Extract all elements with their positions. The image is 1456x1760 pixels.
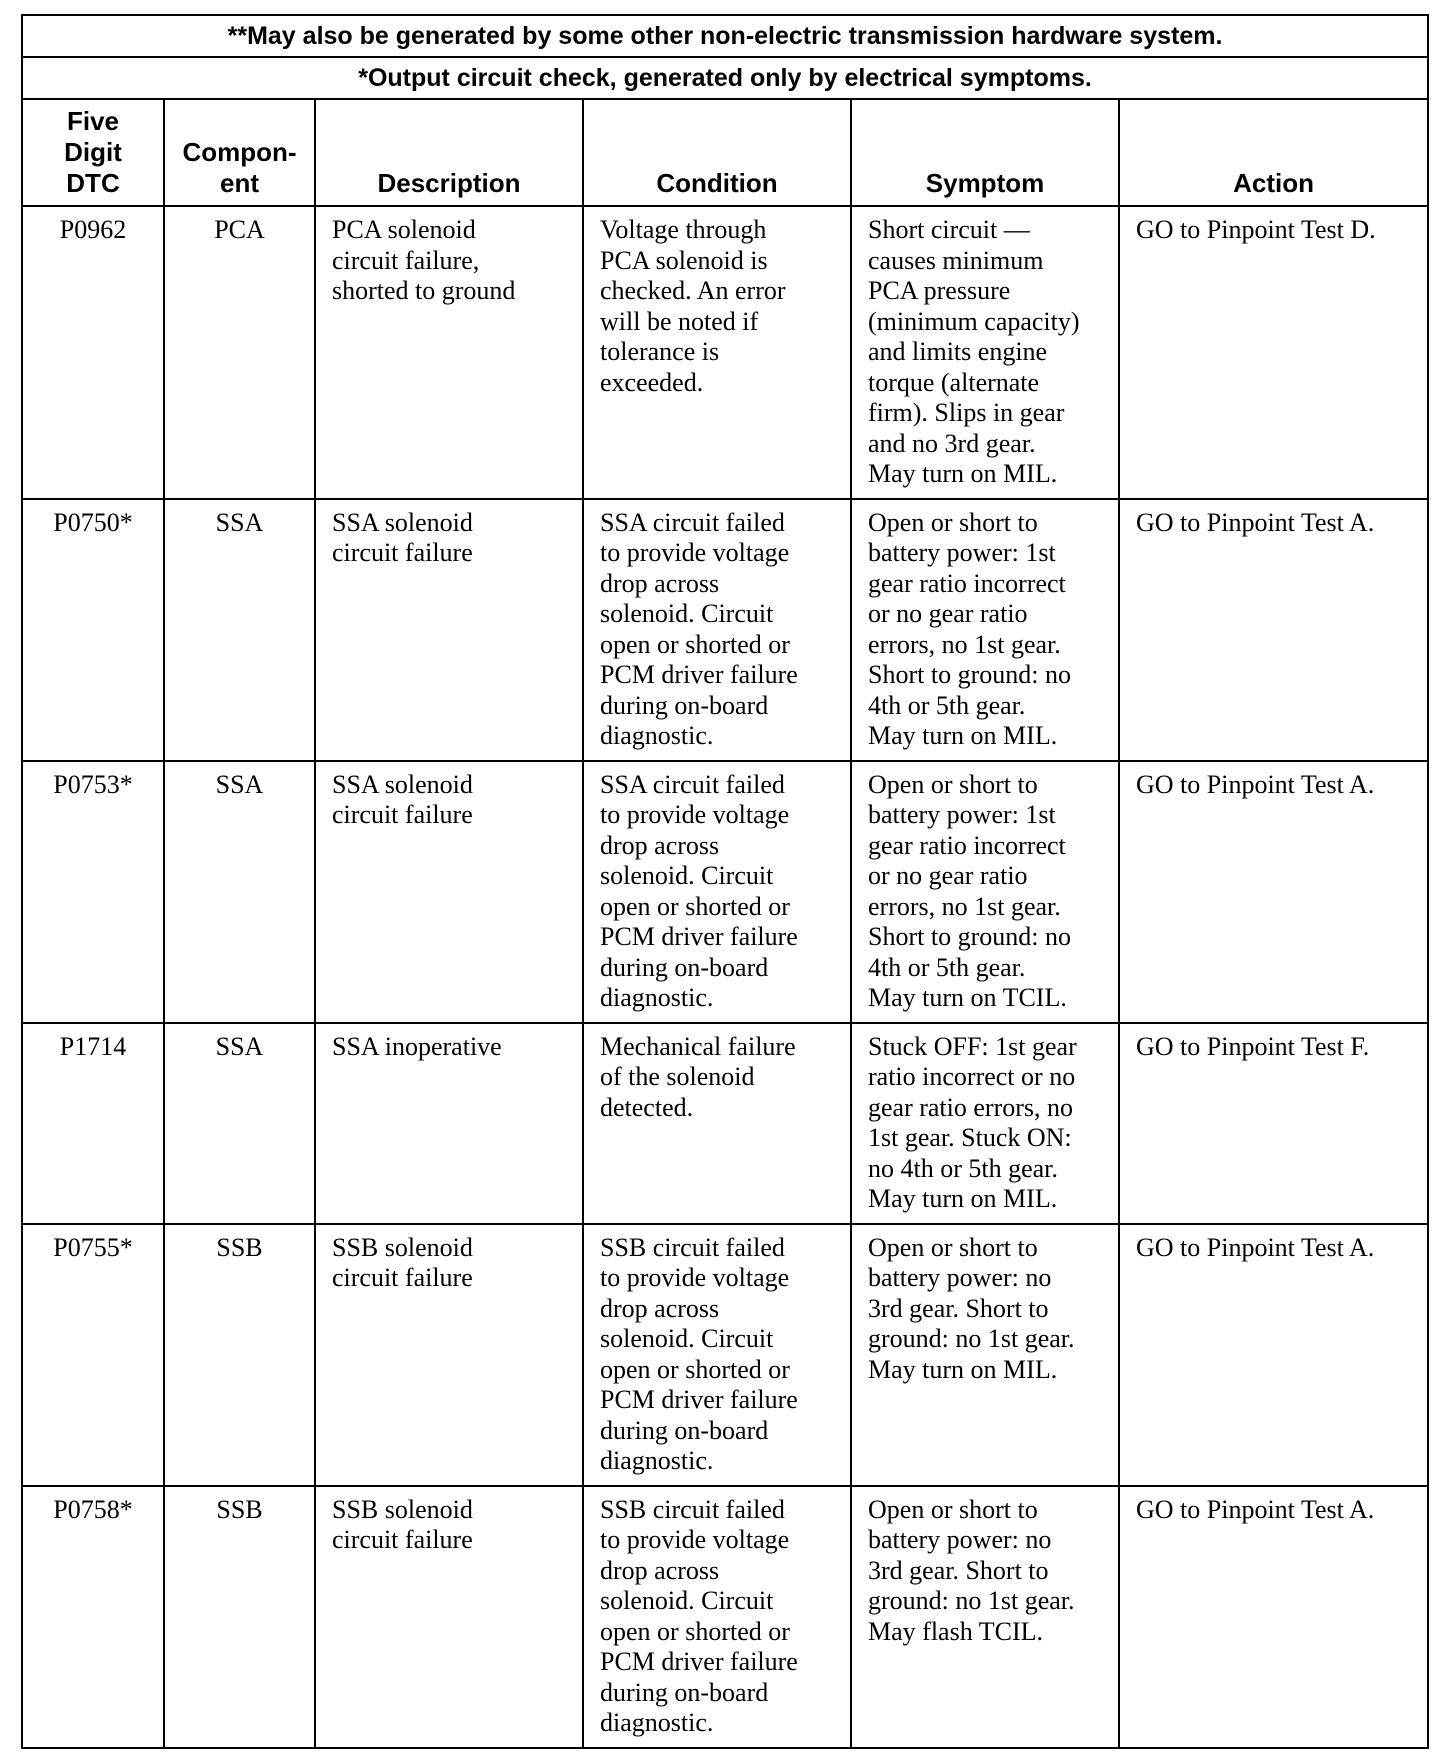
description: SSA solenoid circuit failure — [315, 761, 583, 1023]
action: GO to Pinpoint Test A. — [1119, 1486, 1428, 1748]
description: SSA solenoid circuit failure — [315, 499, 583, 761]
header-row — [22, 99, 1428, 206]
table-row — [22, 1023, 1428, 1224]
component: PCA — [164, 206, 315, 499]
description: SSB solenoid circuit failure — [315, 1224, 583, 1486]
action: GO to Pinpoint Test A. — [1119, 1224, 1428, 1486]
dtc-code: P0753* — [22, 761, 164, 1023]
action: GO to Pinpoint Test A. — [1119, 499, 1428, 761]
column-header-dtc: Five Digit DTC — [22, 99, 164, 206]
condition: Mechanical failure of the solenoid detected. — [583, 1023, 851, 1224]
table-row — [22, 761, 1428, 1023]
description: PCA solenoid circuit failure, shorted to ground — [315, 206, 583, 499]
column-header-action: Action — [1119, 99, 1428, 206]
footnote-double-asterisk: **May also be generated by some other non-electric transmission hardware system. — [22, 15, 1428, 57]
condition: SSA circuit failed to provide voltage drop across solenoid. Circuit open or shorted or PCM driver failure during on-board diagnostic. — [583, 761, 851, 1023]
component: SSB — [164, 1224, 315, 1486]
dtc-code: P0758* — [22, 1486, 164, 1748]
table-row — [22, 1224, 1428, 1486]
column-header-description: Description — [315, 99, 583, 206]
component: SSB — [164, 1486, 315, 1748]
dtc-table — [21, 14, 1429, 1749]
action: GO to Pinpoint Test D. — [1119, 206, 1428, 499]
dtc-code: P0755* — [22, 1224, 164, 1486]
component: SSA — [164, 761, 315, 1023]
symptom: Open or short to battery power: no 3rd gear. Short to ground: no 1st gear. May flash TCIL. — [851, 1486, 1119, 1748]
note-row-2 — [22, 57, 1428, 99]
table-row — [22, 499, 1428, 761]
condition: SSB circuit failed to provide voltage drop across solenoid. Circuit open or shorted or PCM driver failure during on-board diagnostic. — [583, 1486, 851, 1748]
component: SSA — [164, 499, 315, 761]
condition: SSB circuit failed to provide voltage drop across solenoid. Circuit open or shorted or PCM driver failure during on-board diagnostic. — [583, 1224, 851, 1486]
condition: Voltage through PCA solenoid is checked. An error will be noted if tolerance is exceeded. — [583, 206, 851, 499]
symptom: Stuck OFF: 1st gear ratio incorrect or no gear ratio errors, no 1st gear. Stuck ON: no 4th or 5th gear. May turn on MIL. — [851, 1023, 1119, 1224]
dtc-code: P0750* — [22, 499, 164, 761]
footnote-single-asterisk: *Output circuit check, generated only by electrical symptoms. — [22, 57, 1428, 99]
column-header-component: Compon- ent — [164, 99, 315, 206]
condition: SSA circuit failed to provide voltage drop across solenoid. Circuit open or shorted or PCM driver failure during on-board diagnostic. — [583, 499, 851, 761]
dtc-code: P0962 — [22, 206, 164, 499]
description: SSA inoperative — [315, 1023, 583, 1224]
description: SSB solenoid circuit failure — [315, 1486, 583, 1748]
table-row — [22, 206, 1428, 499]
action: GO to Pinpoint Test F. — [1119, 1023, 1428, 1224]
action: GO to Pinpoint Test A. — [1119, 761, 1428, 1023]
symptom: Open or short to battery power: no 3rd gear. Short to ground: no 1st gear. May turn on MIL. — [851, 1224, 1119, 1486]
symptom: Short circuit — causes minimum PCA pressure (minimum capacity) and limits engine torque (alternate firm). Slips in gear and no 3rd gear. May turn on MIL. — [851, 206, 1119, 499]
symptom: Open or short to battery power: 1st gear ratio incorrect or no gear ratio errors, no 1st gear. Short to ground: no 4th or 5th gear. May turn on MIL. — [851, 499, 1119, 761]
dtc-code: P1714 — [22, 1023, 164, 1224]
table-row — [22, 1486, 1428, 1748]
component: SSA — [164, 1023, 315, 1224]
symptom: Open or short to battery power: 1st gear ratio incorrect or no gear ratio errors, no 1st gear. Short to ground: no 4th or 5th gear. May turn on TCIL. — [851, 761, 1119, 1023]
note-row-1 — [22, 15, 1428, 57]
column-header-symptom: Symptom — [851, 99, 1119, 206]
column-header-condition: Condition — [583, 99, 851, 206]
